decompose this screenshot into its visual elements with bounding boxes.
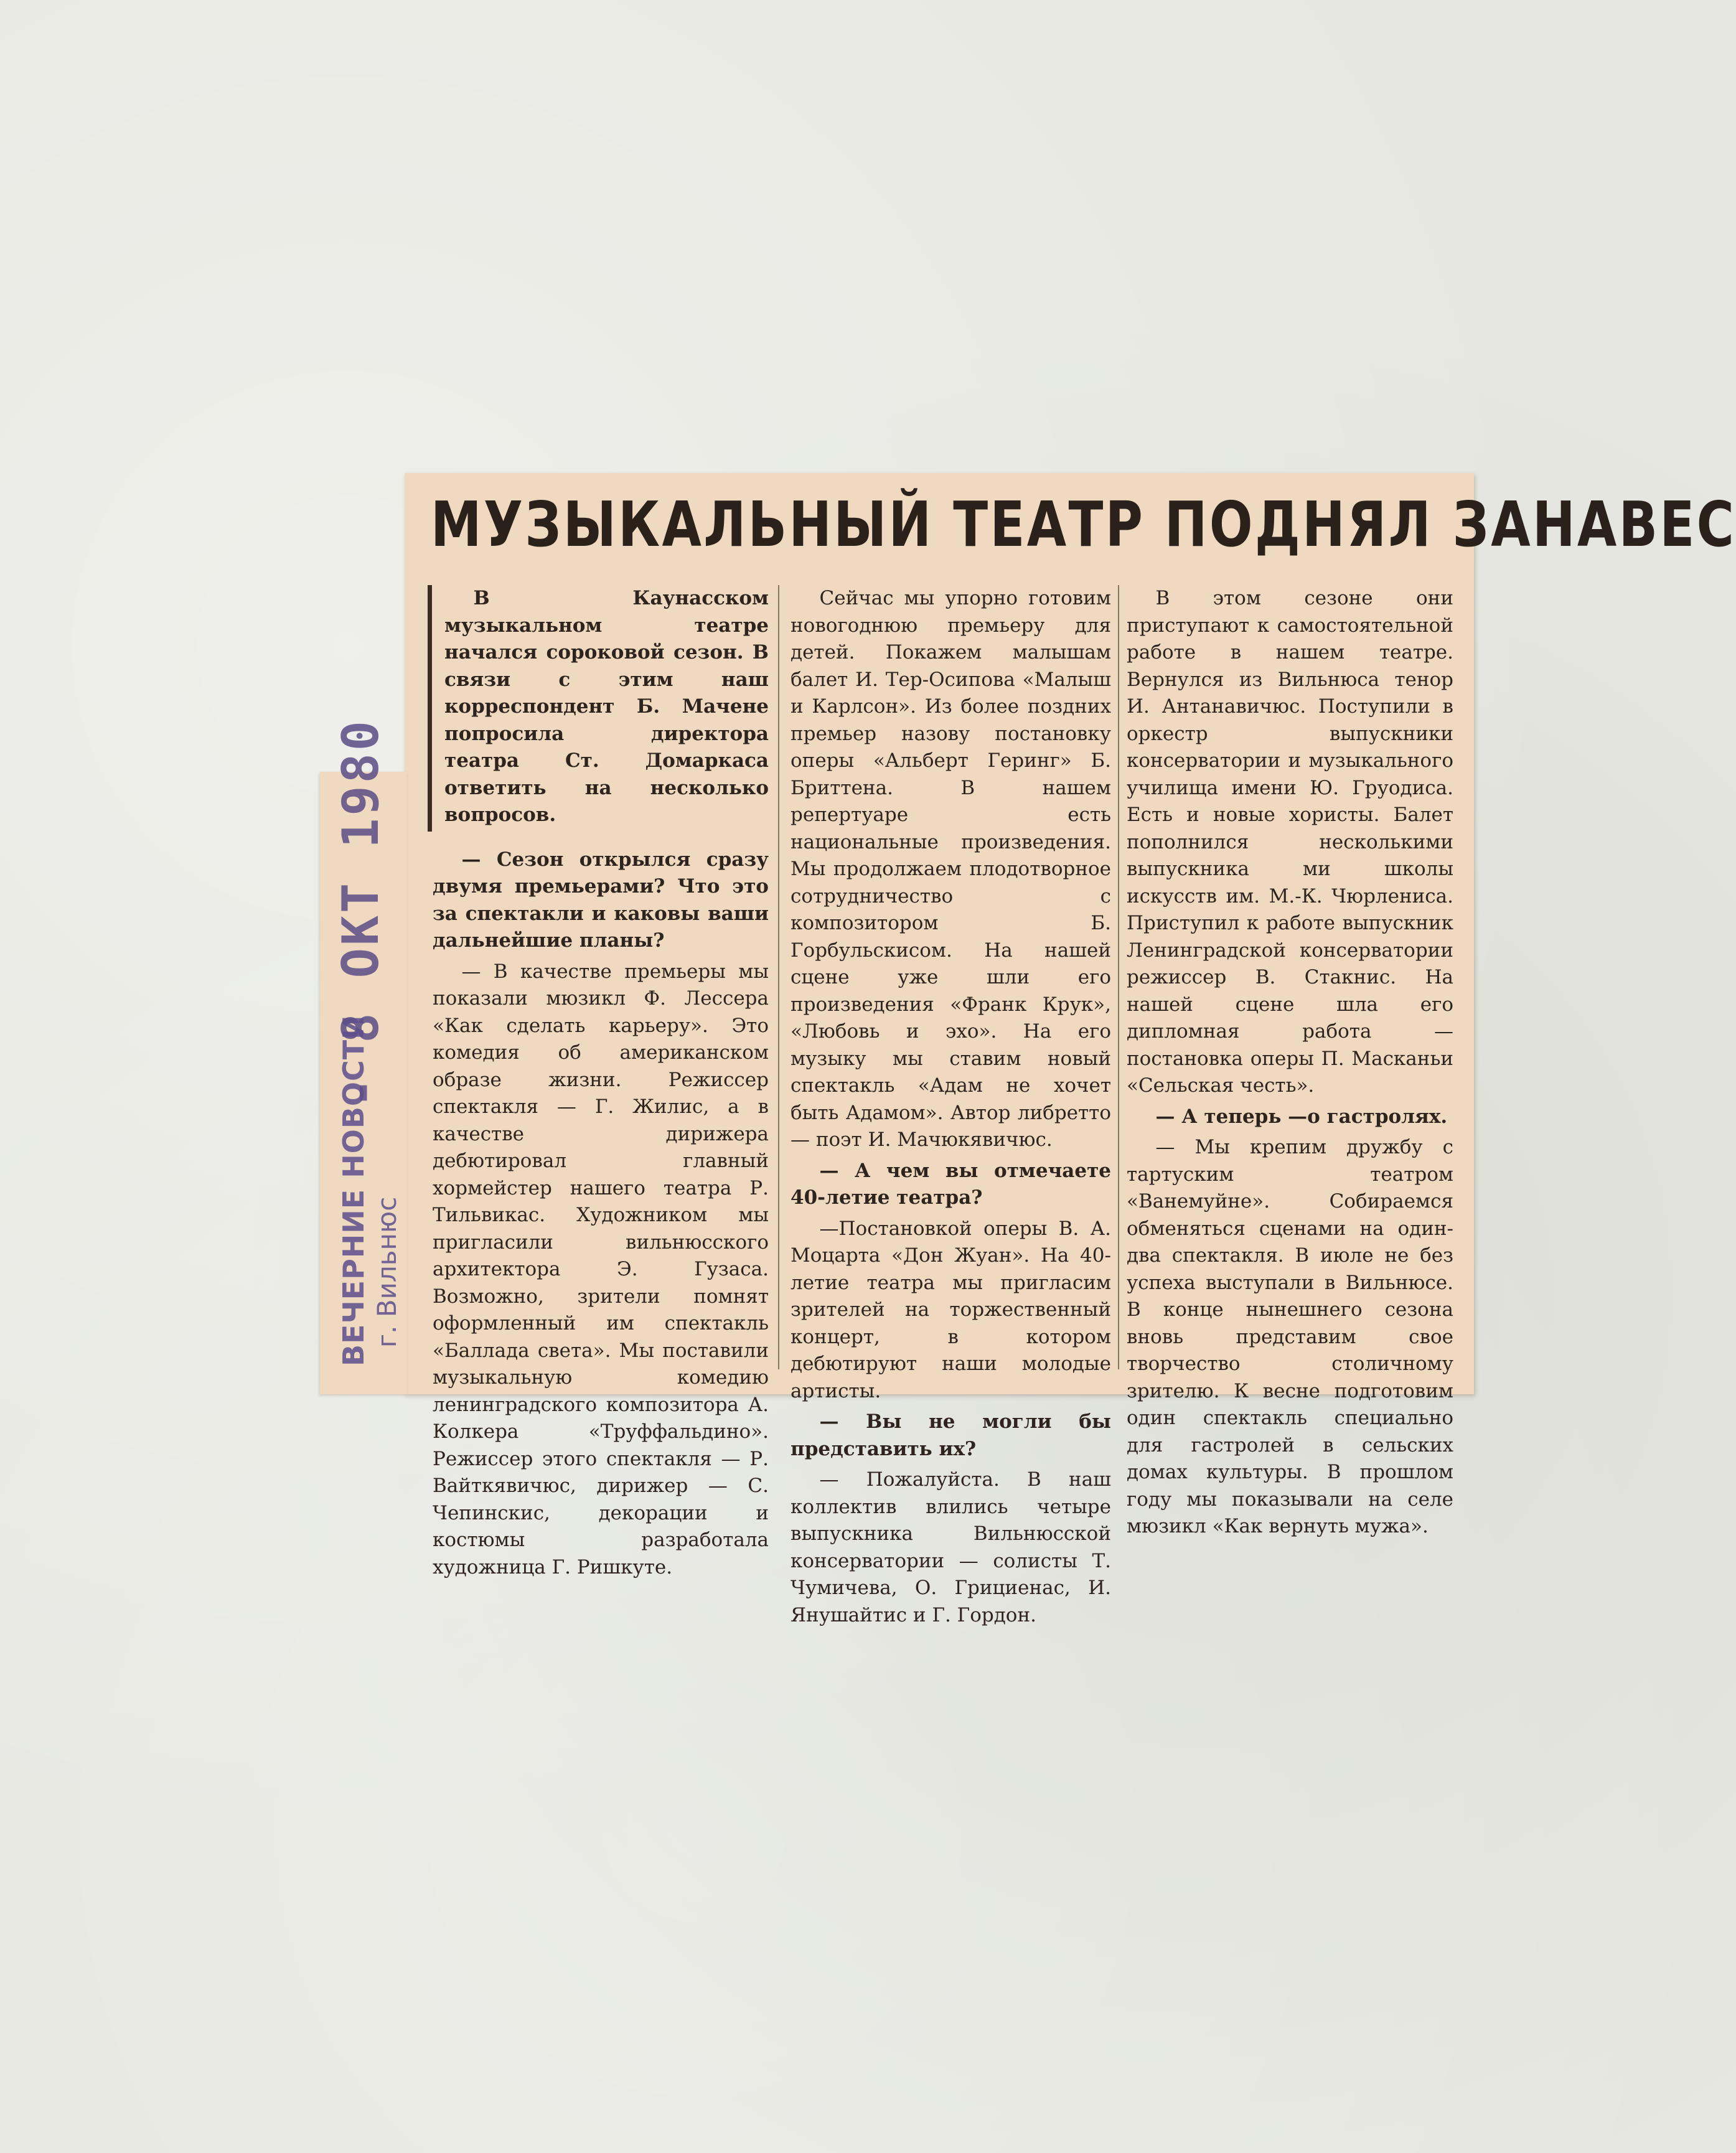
newspaper-stamp xyxy=(336,1015,403,1366)
column-divider xyxy=(778,585,779,1369)
newspaper-name: ВЕЧЕРНИЕ НОВОСТИ xyxy=(337,1015,370,1366)
date-stamp: - 8 ОКТ 1980 xyxy=(332,718,390,1108)
article-headline: МУЗЫКАЛЬНЫЙ ТЕАТР ПОДНЯЛ ЗАНАВЕС xyxy=(431,488,1736,561)
answer-2: —Постановкой оперы В. А. Моцарта «Дон Жуан». На 40-летие театра мы пригласим зрителей на торжественный концерт, в котором дебютируют наши молодые артисты. xyxy=(791,1217,1111,1402)
article-intro xyxy=(428,585,769,832)
question-1: — Сезон открылся сразу двумя премьерами? Что это за спектакли и каковы ваши дальнейшие планы? xyxy=(433,848,769,952)
answer-1-part-2: Сейчас мы упорно готовим новогоднюю премьеру для детей. Покажем малышам балет И. Тер-Осипова «Малыш и Карлсон». Из более поздних премьер назову постановку оперы «Альберт Геринг» Б. Бриттена. В нашем репертуаре есть национальные произведения. Мы продолжаем плодотворное сотрудничество с композитором Б. Горбульскисом. На нашей сцене уже шли его произведения «Франк Крук», «Любовь и эхо». На его музыку мы ставим новый спектакль «Адам не хочет быть Адамом». Автор либретто — поэт И. Мачюкявичюс. xyxy=(791,587,1111,1151)
column-2 xyxy=(791,585,1111,1633)
answer-3-part-2: В этом сезоне они приступают к самостоятельной работе в нашем театре. Вернулся из Вильнюса тенор И. Антанавичюс. Поступили в оркестр выпускники консерватории и музыкального училища имени Ю. Груодиса. Есть и новые хористы. Балет пополнился несколькими выпускника ми школы искусств им. М.-К. Чюрлениса. Приступил к работе выпускник Ленинградской консерватории режиссер В. Стакнис. На нашей сцене шла его дипломная работа — постановка оперы П. Масканьи «Сельская честь». xyxy=(1127,587,1453,1097)
answer-3-part-1: — Пожалуйста. В наш коллектив влились четыре выпускника Вильнюсской консерватории — солисты Т. Чумичева, О. Грициенас, И. Янушайтис и Г. Гордон. xyxy=(791,1468,1111,1626)
question-3: — Вы не могли бы представить их? xyxy=(791,1410,1111,1460)
question-2: — А чем вы отмечаете 40-летие театра? xyxy=(791,1159,1111,1209)
intro-text: В Каунасском музыкальном театре начался сороковой сезон. В связи с этим наш корреспондент Б. Мачене попросила директора театра Ст. Домаркаса ответить на несколько вопросов. xyxy=(444,587,769,826)
answer-1-part-1: — В качестве премьеры мы показали мюзикл Ф. Лессера «Как сделать карьеру». Это комедия об американском образе жизни. Режиссер спектакля — Г. Жилис, а в качестве дирижера дебютировал главный хормейстер нашего театра Р. Тильвикас. Художником мы пригласили вильнюсского архитектора Э. Гузаса. Возможно, зрители помнят оформленный им спектакль «Баллада света». Мы поставили музыкальную комедию ленинградского композитора А. Колкера «Труффальдино». Режиссер этого спектакля — Р. Вайткявичюс, дирижер — С. Чепинскис, декорации и костюмы разработала художница Г. Ришкуте. xyxy=(433,960,769,1578)
column-divider xyxy=(1118,585,1119,1369)
column-3 xyxy=(1127,585,1453,1544)
question-4: — А теперь —о гастролях. xyxy=(1155,1105,1448,1128)
answer-4: — Мы крепим дружбу с тартуским театром «Ванемуйне». Собираемся обменяться сценами на один-два спектакля. В июле не без успеха выступали в Вильнюсе. В конце нынешнего сезона вновь представим свое творчество столичному зрителю. К весне подготовим один спектакль специально для гастролей в сельских домах культуры. В прошлом году мы показывали на селе мюзикл «Как вернуть мужа». xyxy=(1127,1136,1453,1537)
column-1 xyxy=(433,585,769,1585)
newspaper-city: г. Вильнюс xyxy=(372,1196,402,1348)
